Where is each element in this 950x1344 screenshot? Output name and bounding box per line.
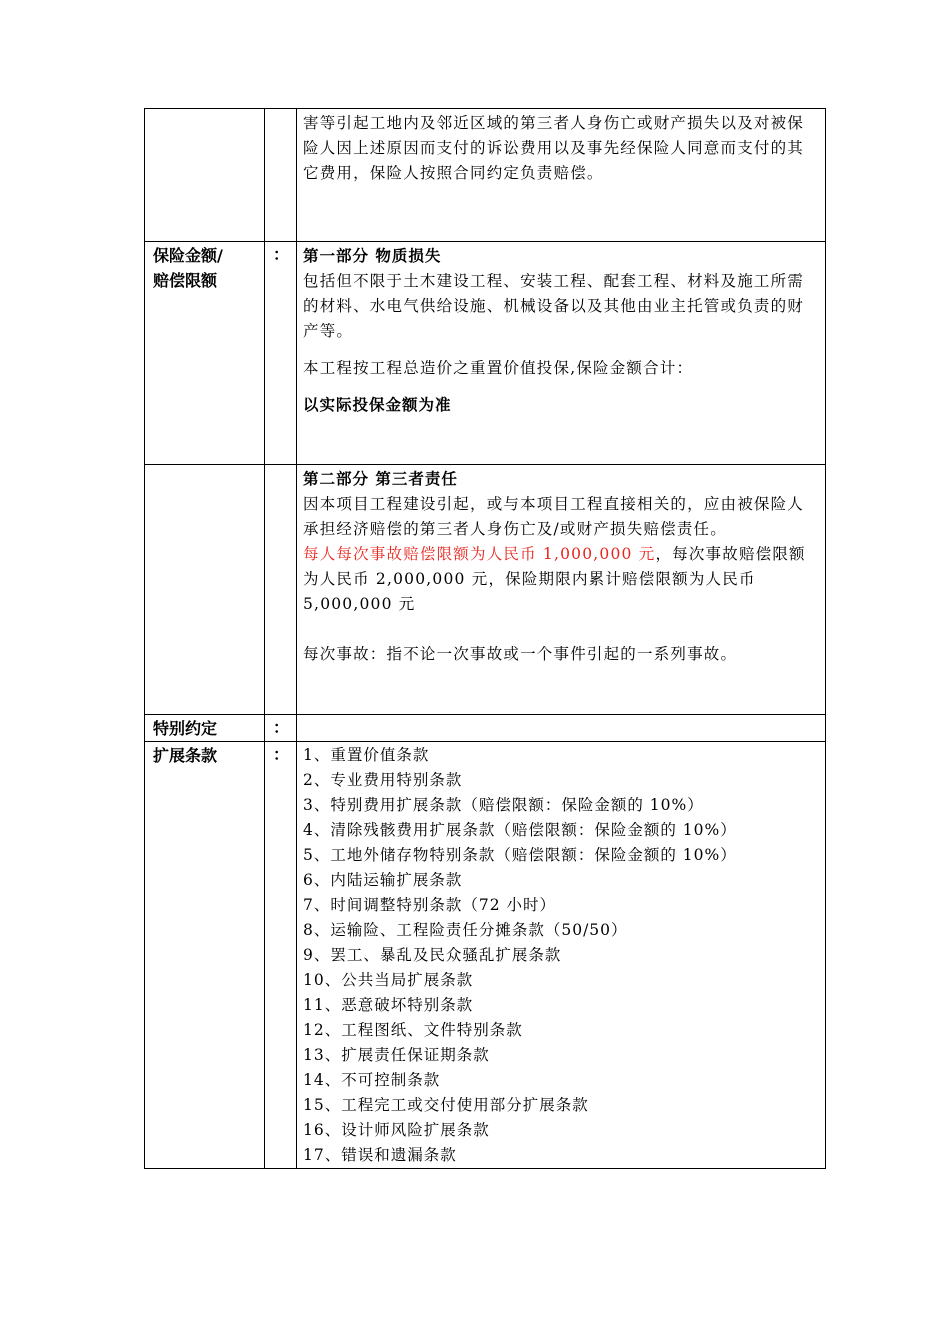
colon: ：	[273, 718, 290, 737]
part-two-scope: 因本项目工程建设引起，或与本项目工程直接相关的，应由被保险人承担经济赔偿的第三者人身伤亡及/或财产损失赔偿责任。	[303, 495, 805, 538]
list-item: 2、专业费用特别条款	[303, 771, 463, 789]
row-label-sum-insured	[145, 242, 265, 465]
list-item: 4、清除残骸费用扩展条款（赔偿限额：保险金额的 10%）	[303, 821, 737, 839]
content-cell	[297, 242, 826, 465]
list-item: 5、工地外储存物特别条款（赔偿限额：保险金额的 10%）	[303, 846, 737, 864]
row-extensions	[145, 742, 826, 1169]
content-cell	[297, 465, 826, 715]
list-item: 1、重置价值条款	[303, 746, 430, 764]
colon: ：	[273, 745, 290, 764]
list-item: 6、内陆运输扩展条款	[303, 871, 463, 889]
list-item: 16、设计师风险扩展条款	[303, 1121, 490, 1139]
part-two-heading: 第二部分 第三者责任	[303, 470, 458, 488]
label-line1: 保险金额/	[153, 246, 223, 265]
part-one-basis: 本工程按工程总造价之重置价值投保,保险金额合计：	[303, 359, 694, 377]
colon-cell	[265, 109, 297, 242]
content-cell-empty	[297, 715, 826, 742]
part-one-amount: 以实际投保金额为准	[303, 396, 452, 414]
list-item: 8、运输险、工程险责任分摊条款（50/50）	[303, 921, 628, 939]
colon-cell	[265, 715, 297, 742]
per-person-limit: 每人每次事故赔偿限额为人民币 1,000,000 元	[303, 545, 656, 563]
label-line2: 赔偿限额	[153, 271, 218, 290]
extension-list	[297, 742, 826, 1169]
per-accident-definition: 每次事故：指不论一次事故或一个事件引起的一系列事故。	[303, 645, 738, 663]
row-label-special: 特别约定	[145, 715, 265, 742]
row-third-party	[145, 465, 826, 715]
list-item: 17、错误和遗漏条款	[303, 1146, 457, 1164]
colon-cell	[265, 465, 297, 715]
list-item: 3、特别费用扩展条款（赔偿限额：保险金额的 10%）	[303, 796, 704, 814]
policy-table	[144, 108, 826, 1169]
list-item: 13、扩展责任保证期条款	[303, 1046, 490, 1064]
row-label-empty	[145, 109, 265, 242]
list-item: 11、恶意破坏特别条款	[303, 996, 474, 1014]
colon-cell	[265, 742, 297, 1169]
colon: ：	[273, 245, 290, 264]
other-limits: ，每次事故赔偿限额为人民币 2,000,000 元，保险期限内累计赔偿限额为人民币 5,000,000 元	[303, 545, 806, 613]
liability-continued-text: 害等引起工地内及邻近区域的第三者人身伤亡或财产损失以及对被保险人因上述原因而支付的诉讼费用以及事先经保险人同意而支付的其它费用，保险人按照合同约定负责赔偿。	[303, 114, 805, 182]
list-item: 12、工程图纸、文件特别条款	[303, 1021, 523, 1039]
colon-cell	[265, 242, 297, 465]
part-one-heading: 第一部分 物质损失	[303, 247, 442, 265]
row-label-extensions: 扩展条款	[145, 742, 265, 1169]
row-liability-continued	[145, 109, 826, 242]
list-item: 9、罢工、暴乱及民众骚乱扩展条款	[303, 946, 562, 964]
part-two-limits	[303, 542, 817, 617]
list-item: 10、公共当局扩展条款	[303, 971, 474, 989]
row-sum-insured	[145, 242, 826, 465]
list-item: 15、工程完工或交付使用部分扩展条款	[303, 1096, 589, 1114]
row-label-empty	[145, 465, 265, 715]
content-cell	[297, 109, 826, 242]
part-one-scope: 包括但不限于土木建设工程、安装工程、配套工程、材料及施工所需的材料、水电气供给设施、机械设备以及其他由业主托管或负责的财产等。	[303, 272, 805, 340]
list-item: 14、不可控制条款	[303, 1071, 441, 1089]
list-item: 7、时间调整特别条款（72 小时）	[303, 896, 557, 914]
row-special-agreement	[145, 715, 826, 742]
